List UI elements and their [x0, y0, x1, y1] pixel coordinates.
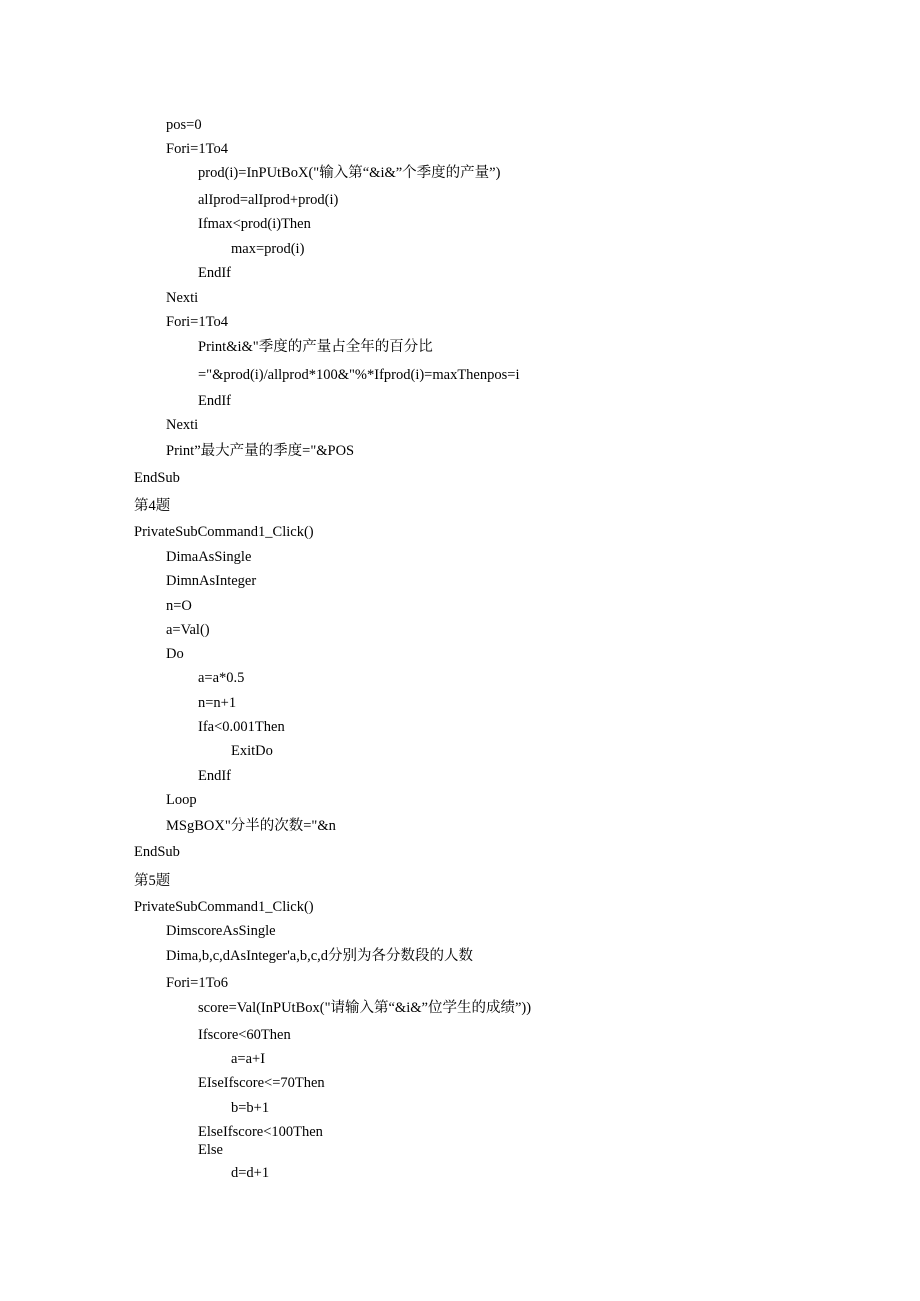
- code-line: Fori=1To6: [166, 975, 228, 991]
- code-line: n=n+1: [198, 695, 237, 711]
- code-line: PrivateSubCommand1_Click(): [134, 524, 314, 540]
- code-line: ="&prod(i)/allprod*100&"%*Ifprod(i)=maxThenpos=i: [198, 367, 520, 383]
- code-line: EndSub: [134, 470, 180, 486]
- code-line: EIseIfscore<=70Then: [198, 1075, 325, 1091]
- code-line: a=Val(): [166, 622, 210, 638]
- code-line: Loop: [166, 792, 197, 808]
- section-heading: 第4题: [134, 498, 171, 514]
- code-line: DimscoreAsSingle: [166, 923, 276, 939]
- code-line: alIprod=alIprod+prod(i): [198, 192, 339, 208]
- code-line: max=prod(i): [231, 241, 305, 257]
- code-line: b=b+1: [231, 1100, 270, 1116]
- code-line: DimnAsInteger: [166, 573, 257, 589]
- code-line: DimaAsSingle: [166, 549, 252, 565]
- code-line: Fori=1To4: [166, 314, 228, 330]
- code-line: ExitDo: [231, 743, 273, 759]
- code-line: PrivateSubCommand1_Click(): [134, 899, 314, 915]
- code-line: a=a*0.5: [198, 670, 245, 686]
- code-line: EndIf: [198, 768, 232, 784]
- code-line: EndSub: [134, 844, 180, 860]
- code-line: EndIf: [198, 393, 232, 409]
- code-line: Else: [198, 1142, 223, 1158]
- code-line: Ifa<0.001Then: [198, 719, 285, 735]
- code-line: EndIf: [198, 265, 232, 281]
- code-line: Dima,b,c,dAsInteger'a,b,c,d分别为各分数段的人数: [166, 948, 474, 964]
- code-line: MSgBOX"分半的次数="&n: [166, 818, 336, 834]
- code-line: Do: [166, 646, 184, 662]
- code-line: ElseIfscore<100Then: [198, 1124, 323, 1140]
- code-line: n=O: [166, 598, 192, 614]
- code-line: Ifmax<prod(i)Then: [198, 216, 311, 232]
- code-line: Nexti: [166, 417, 199, 433]
- code-line: Ifscore<60Then: [198, 1027, 291, 1043]
- code-line: a=a+I: [231, 1051, 266, 1067]
- code-line: Fori=1To4: [166, 141, 228, 157]
- section-heading: 第5题: [134, 873, 171, 889]
- code-line: prod(i)=InPUtBoX("输入第“&i&”个季度的产量”): [198, 165, 501, 181]
- code-line: Nexti: [166, 290, 199, 306]
- code-line: pos=0: [166, 117, 202, 133]
- code-line: score=Val(InPUtBox("请输入第“&i&”位学生的成绩”)): [198, 1000, 532, 1016]
- code-line: Print”最大产量的季度="&POS: [166, 443, 355, 459]
- code-line: d=d+1: [231, 1165, 270, 1181]
- code-line: Print&i&"季度的产量占全年的百分比: [198, 339, 433, 355]
